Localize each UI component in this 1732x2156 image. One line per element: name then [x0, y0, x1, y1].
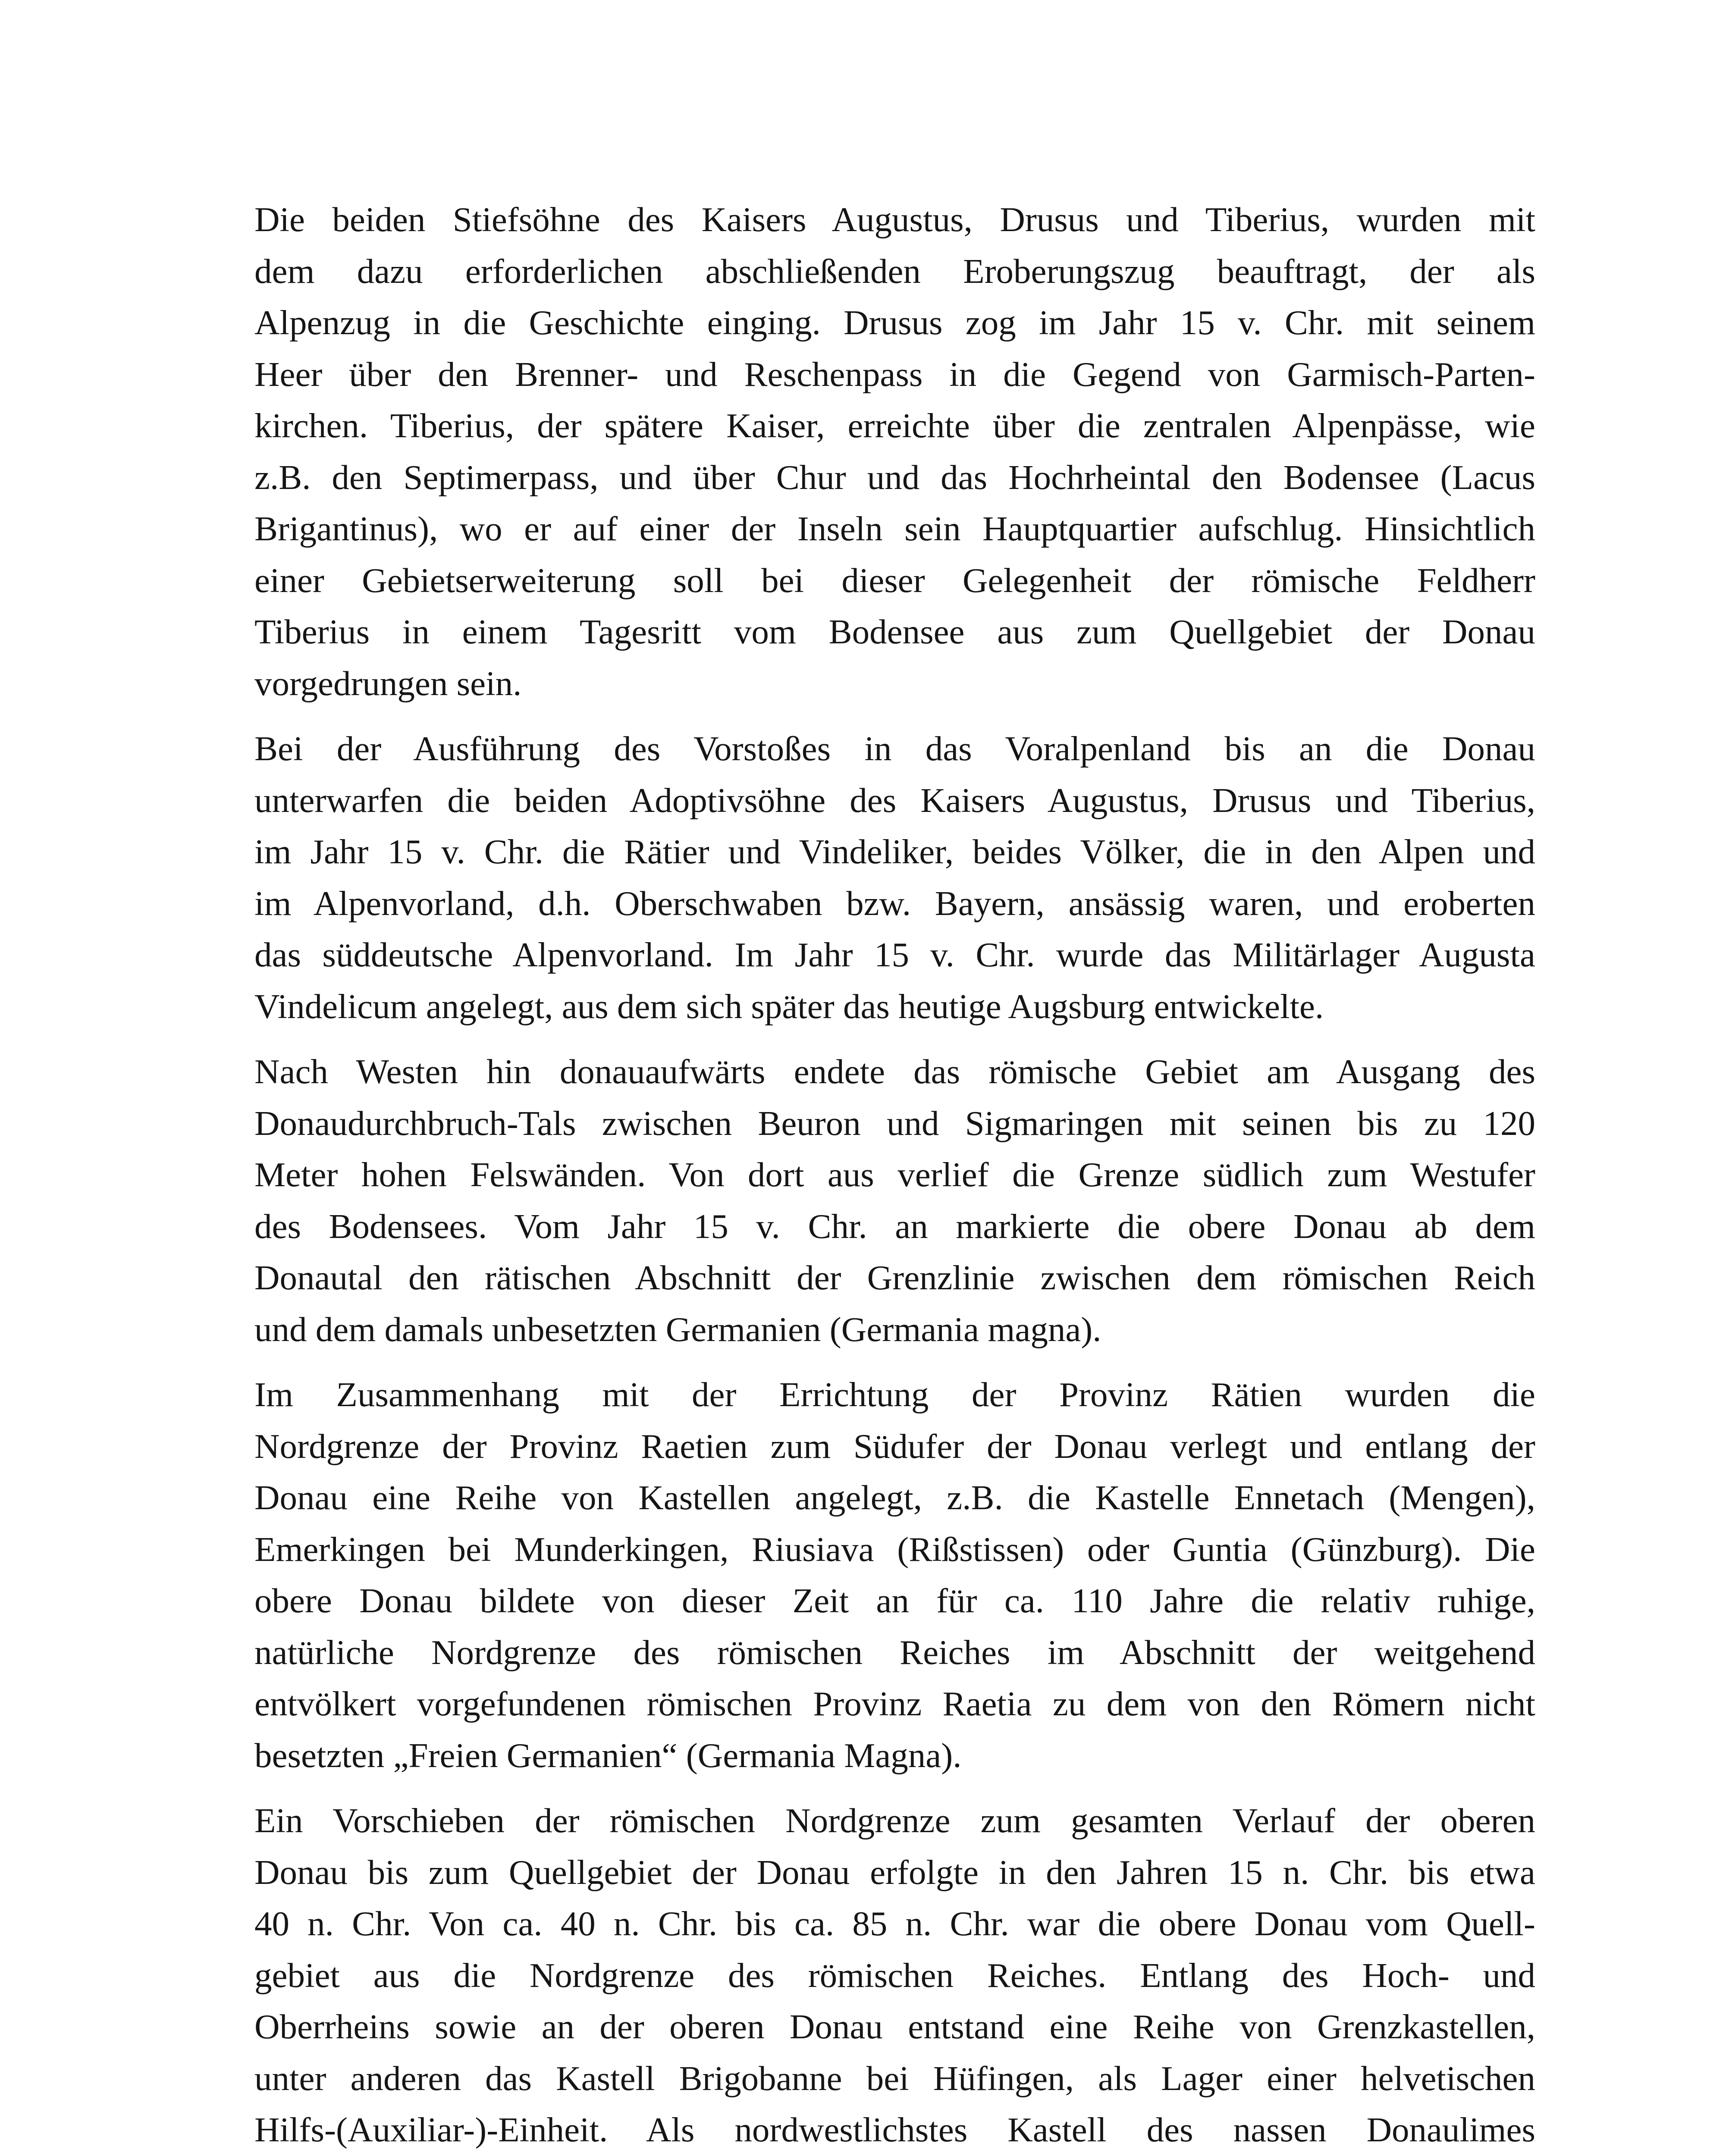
text-line: Meter hohen Felswänden. Von dort aus verlief die Grenze südlich zum Westufer — [254, 1155, 1535, 1194]
text-line: Donautal den rätischen Abschnitt der Grenzlinie zwischen dem römischen Reich — [254, 1258, 1535, 1297]
text-line: Donaudurchbruch-Tals zwischen Beuron und Sigmaringen mit seinen bis zu 120 — [254, 1103, 1535, 1143]
text-line: natürliche Nordgrenze des römischen Reiches im Abschnitt der weitgehend — [254, 1633, 1535, 1672]
text-line: Donau eine Reihe von Kastellen angelegt, z.B. die Kastelle Ennetach (Mengen), — [254, 1478, 1535, 1517]
text-line: z.B. den Septimerpass, und über Chur und das Hochrheintal den Bodensee (Lacus — [254, 458, 1535, 497]
text-line: kirchen. Tiberius, der spätere Kaiser, erreichte über die zentralen Alpenpässe, wie — [254, 406, 1535, 445]
text-line: besetzten „Freien Germanien“ (Germania Magna). — [254, 1736, 962, 1775]
text-line: Nordgrenze der Provinz Raetien zum Südufer der Donau verlegt und entlang der — [254, 1426, 1535, 1466]
text-line: entvölkert vorgefundenen römischen Provinz Raetia zu dem von den Römern nicht — [254, 1684, 1535, 1723]
text-line: gebiet aus die Nordgrenze des römischen Reiches. Entlang des Hoch- und — [254, 1955, 1535, 1995]
text-line: im Jahr 15 v. Chr. die Rätier und Vindeliker, beides Völker, die in den Alpen und — [254, 832, 1535, 871]
text-line: Tiberius in einem Tagesritt vom Bodensee aus zum Quellgebiet der Donau — [254, 612, 1535, 651]
text-line: unter anderen das Kastell Brigobanne bei Hüfingen, als Lager einer helvetischen — [254, 2059, 1535, 2098]
text-line: im Alpenvorland, d.h. Oberschwaben bzw. Bayern, ansässig waren, und eroberten — [254, 884, 1535, 923]
text-line: 40 n. Chr. Von ca. 40 n. Chr. bis ca. 85 n. Chr. war die obere Donau vom Quell- — [254, 1904, 1535, 1943]
body-text — [205, 194, 1535, 2156]
text-line: Bei der Ausführung des Vorstoßes in das Voralpenland bis an die Donau — [254, 729, 1535, 768]
text-line: das süddeutsche Alpenvorland. Im Jahr 15 v. Chr. wurde das Militärlager Augusta — [254, 935, 1535, 974]
paragraph — [205, 1046, 1535, 1355]
text-line: Brigantinus), wo er auf einer der Inseln sein Hauptquartier aufschlug. Hinsichtlich — [254, 509, 1535, 548]
text-line: Alpenzug in die Geschichte einging. Drusus zog im Jahr 15 v. Chr. mit seinem — [254, 303, 1535, 342]
text-line: Oberrheins sowie an der oberen Donau entstand eine Reihe von Grenzkastellen, — [254, 2007, 1535, 2046]
text-line: Emerkingen bei Munderkingen, Riusiava (Rißstissen) oder Guntia (Günzburg). Die — [254, 1529, 1535, 1569]
text-line: obere Donau bildete von dieser Zeit an für ca. 110 Jahre die relativ ruhige, — [254, 1581, 1535, 1620]
text-line: Donau bis zum Quellgebiet der Donau erfolgte in den Jahren 15 n. Chr. bis etwa — [254, 1852, 1535, 1892]
text-line: Ein Vorschieben der römischen Nordgrenze zum gesamten Verlauf der oberen — [254, 1801, 1535, 1840]
paragraph — [205, 1795, 1535, 2156]
text-line: des Bodensees. Vom Jahr 15 v. Chr. an markierte die obere Donau ab dem — [254, 1206, 1535, 1246]
paragraph — [205, 194, 1535, 709]
text-line: Hilfs-(Auxiliar-)-Einheit. Als nordwestlichstes Kastell des nassen Donaulimes — [254, 2110, 1535, 2149]
text-line: und dem damals unbesetzten Germanien (Germania magna). — [254, 1310, 1101, 1349]
text-line: Nach Westen hin donauaufwärts endete das römische Gebiet am Ausgang des — [254, 1052, 1535, 1091]
text-line: Die beiden Stiefsöhne des Kaisers Augustus, Drusus und Tiberius, wurden mit — [254, 200, 1535, 239]
text-line: einer Gebietserweiterung soll bei dieser Gelegenheit der römische Feldherr — [254, 561, 1535, 600]
paragraph — [205, 1369, 1535, 1781]
text-line: Heer über den Brenner- und Reschenpass in die Gegend von Garmisch-Parten- — [254, 354, 1535, 394]
text-line: vorgedrungen sein. — [254, 664, 522, 703]
paragraph — [205, 723, 1535, 1032]
text-line: unterwarfen die beiden Adoptivsöhne des Kaisers Augustus, Drusus und Tiberius, — [254, 780, 1535, 820]
text-line: Vindelicum angelegt, aus dem sich später das heutige Augsburg entwickelte. — [254, 987, 1324, 1026]
text-line: Im Zusammenhang mit der Errichtung der Provinz Rätien wurden die — [254, 1375, 1535, 1414]
text-line: dem dazu erforderlichen abschließenden Eroberungszug beauftragt, der als — [254, 251, 1535, 291]
